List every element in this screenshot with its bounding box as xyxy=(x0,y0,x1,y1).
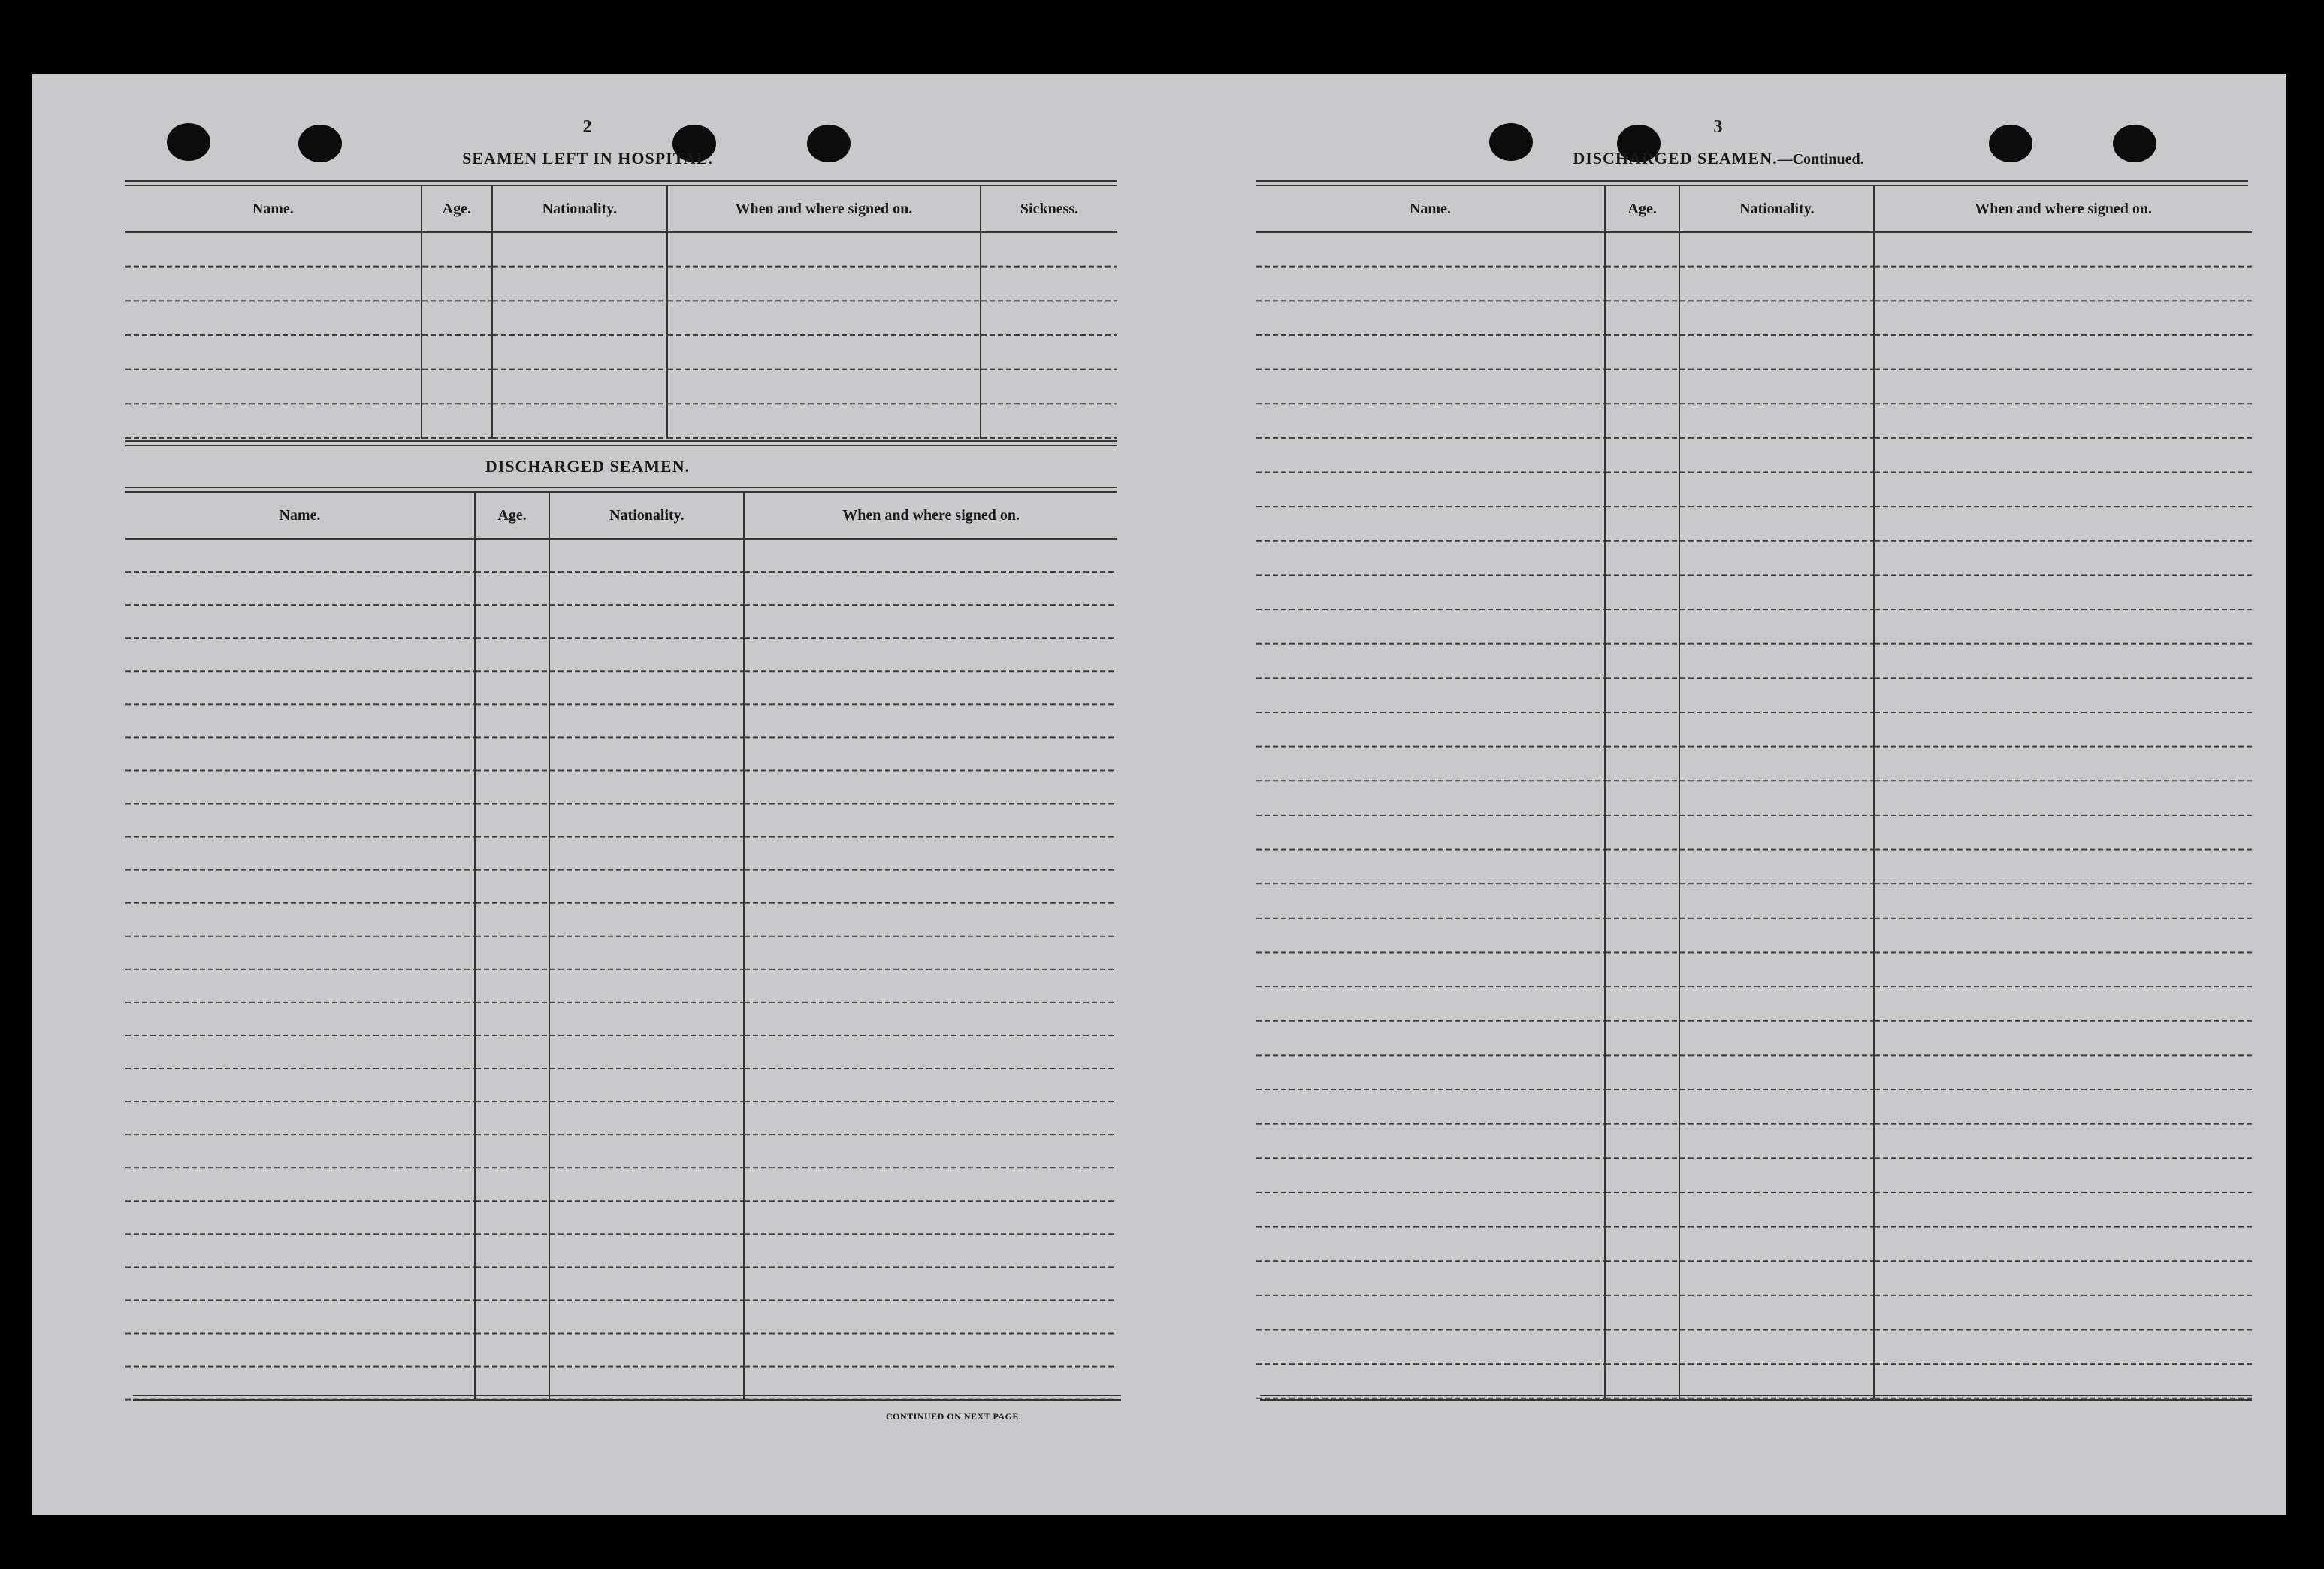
discharged-table xyxy=(125,493,1117,1401)
column-header: When and where signed on. xyxy=(668,186,980,233)
hospital-section-title: SEAMEN LEFT IN HOSPITAL. xyxy=(462,149,713,168)
discharged-section-title: DISCHARGED SEAMEN. xyxy=(485,457,691,476)
column-age xyxy=(474,493,549,1401)
discharged-continued-title xyxy=(1222,149,2214,168)
column-header: Nationality. xyxy=(493,186,666,233)
discharged-continued-title-main: DISCHARGED SEAMEN. xyxy=(1573,149,1778,168)
column-name xyxy=(125,186,421,439)
discharged-top-rule xyxy=(125,487,1117,493)
hospital-top-rule xyxy=(125,180,1117,186)
column-nationality xyxy=(491,186,666,439)
continued-top-rule xyxy=(1256,180,2248,186)
column-entry-lines xyxy=(1875,233,2252,1399)
column-entry-lines xyxy=(476,540,549,1401)
page-number: 3 xyxy=(1713,117,1724,137)
column-header: Age. xyxy=(1606,186,1679,233)
discharged-continued-suffix: —Continued. xyxy=(1777,151,1864,168)
column-age xyxy=(421,186,491,439)
column-header: Sickness. xyxy=(981,186,1117,233)
column-age xyxy=(1604,186,1679,1399)
hospital-bottom-rule xyxy=(125,440,1117,446)
column-when-and-where-signed-on xyxy=(743,493,1117,1401)
column-entry-lines xyxy=(1680,233,1873,1399)
column-entry-lines xyxy=(981,233,1117,439)
continued-bottom-rule xyxy=(1260,1395,2252,1401)
column-header: When and where signed on. xyxy=(745,493,1117,540)
hospital-table xyxy=(125,186,1117,439)
column-entry-lines xyxy=(493,233,666,439)
column-entry-lines xyxy=(550,540,743,1401)
column-header: Name. xyxy=(125,493,474,540)
column-name xyxy=(1256,186,1604,1399)
column-when-and-where-signed-on xyxy=(1873,186,2252,1399)
column-sickness xyxy=(980,186,1117,439)
column-entry-lines xyxy=(125,540,474,1401)
column-nationality xyxy=(549,493,743,1401)
column-entry-lines xyxy=(745,540,1117,1401)
ledger-sheet xyxy=(32,74,2286,1515)
page-number: 2 xyxy=(582,117,593,137)
column-entry-lines xyxy=(1606,233,1679,1399)
discharged-bottom-rule xyxy=(133,1395,1121,1401)
discharged-continued-table xyxy=(1256,186,2252,1399)
column-header: Name. xyxy=(125,186,421,233)
column-header: Nationality. xyxy=(1680,186,1873,233)
column-entry-lines xyxy=(422,233,491,439)
column-nationality xyxy=(1679,186,1873,1399)
column-header: Nationality. xyxy=(550,493,743,540)
column-header: When and where signed on. xyxy=(1875,186,2252,233)
column-when-and-where-signed-on xyxy=(666,186,980,439)
column-header: Age. xyxy=(476,493,549,540)
column-name xyxy=(125,493,474,1401)
column-header: Name. xyxy=(1256,186,1604,233)
column-entry-lines xyxy=(668,233,980,439)
continued-note: CONTINUED ON NEXT PAGE. xyxy=(886,1411,1022,1422)
column-entry-lines xyxy=(1256,233,1604,1399)
column-header: Age. xyxy=(422,186,491,233)
column-entry-lines xyxy=(125,233,421,439)
